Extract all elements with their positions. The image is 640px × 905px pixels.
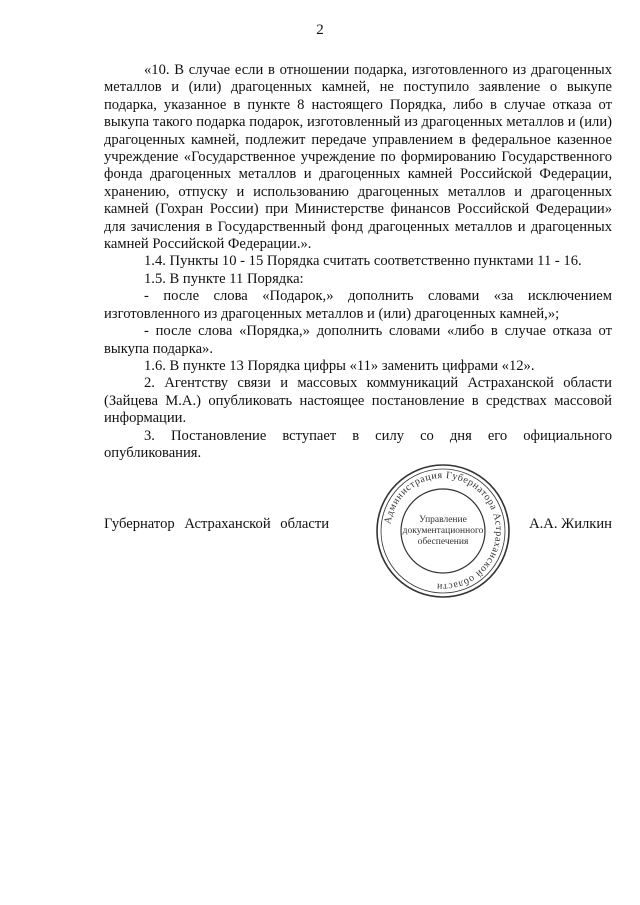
stamp-outer-text: Администрация Губернатора Астраханской области	[382, 469, 505, 593]
paragraph-2: 2. Агентству связи и массовых коммуникаций Астраханской области (Зайцева М.А.) опубликовать настоящее постановление в средствах массовой информации.	[104, 375, 612, 427]
signatory-name: А.А. Жилкин	[529, 516, 612, 532]
paragraph-1-5-item-1: - после слова «Подарок,» дополнить словами «за исключением изготовленного из драгоценных металлов и (или) драгоценных камней,»;	[104, 288, 612, 322]
stamp-center-text	[373, 461, 513, 601]
paragraph-clause-10: «10. В случае если в отношении подарка, изготовленного из драгоценных металлов и (или) драгоценных камней, не поступило заявление о выкупе подарка, указанное в пункте 8 настоящего Порядка, либо в случае отказа от выкупа такого подарка подарок, изготовленный из драгоценных металлов и (или) драгоценных камней, подлежит передаче управлением в федеральное казенное учреждение «Государственное учреждение по формированию Государственного фонда драгоценных металлов и драгоценных камней Российской Федерации, хранению, отпуску и использованию драгоценных металлов и драгоценных камней (Гохран России) при Министерстве финансов Российской Федерации» для зачисления в Государственный фонд драгоценных металлов и драгоценных камней Российской Федерации.».	[104, 62, 612, 253]
signature-block	[104, 516, 612, 536]
stamp-center-line-1: Управление	[419, 514, 467, 525]
paragraph-1-5-item-2: - после слова «Порядка,» дополнить словами «либо в случае отказа от выкупа подарка».	[104, 323, 612, 357]
page-number: 2	[316, 22, 324, 38]
paragraph-1-5: 1.5. В пункте 11 Порядка:	[144, 270, 304, 287]
document-body	[104, 62, 612, 462]
paragraph-3: 3. Постановление вступает в силу со дня его официального опубликования.	[104, 427, 612, 461]
paragraph-1-4: 1.4. Пункты 10 - 15 Порядка считать соответственно пунктами 11 - 16.	[144, 253, 582, 270]
paragraph-1-6: 1.6. В пункте 13 Порядка цифры «11» заменить цифрами «12».	[144, 357, 535, 374]
stamp-center-line-3: обеспечения	[417, 536, 469, 547]
signatory-title: Губернатор Астраханской области	[104, 516, 330, 532]
stamp-center-line-2: документационного	[402, 525, 484, 536]
official-stamp	[373, 461, 513, 601]
